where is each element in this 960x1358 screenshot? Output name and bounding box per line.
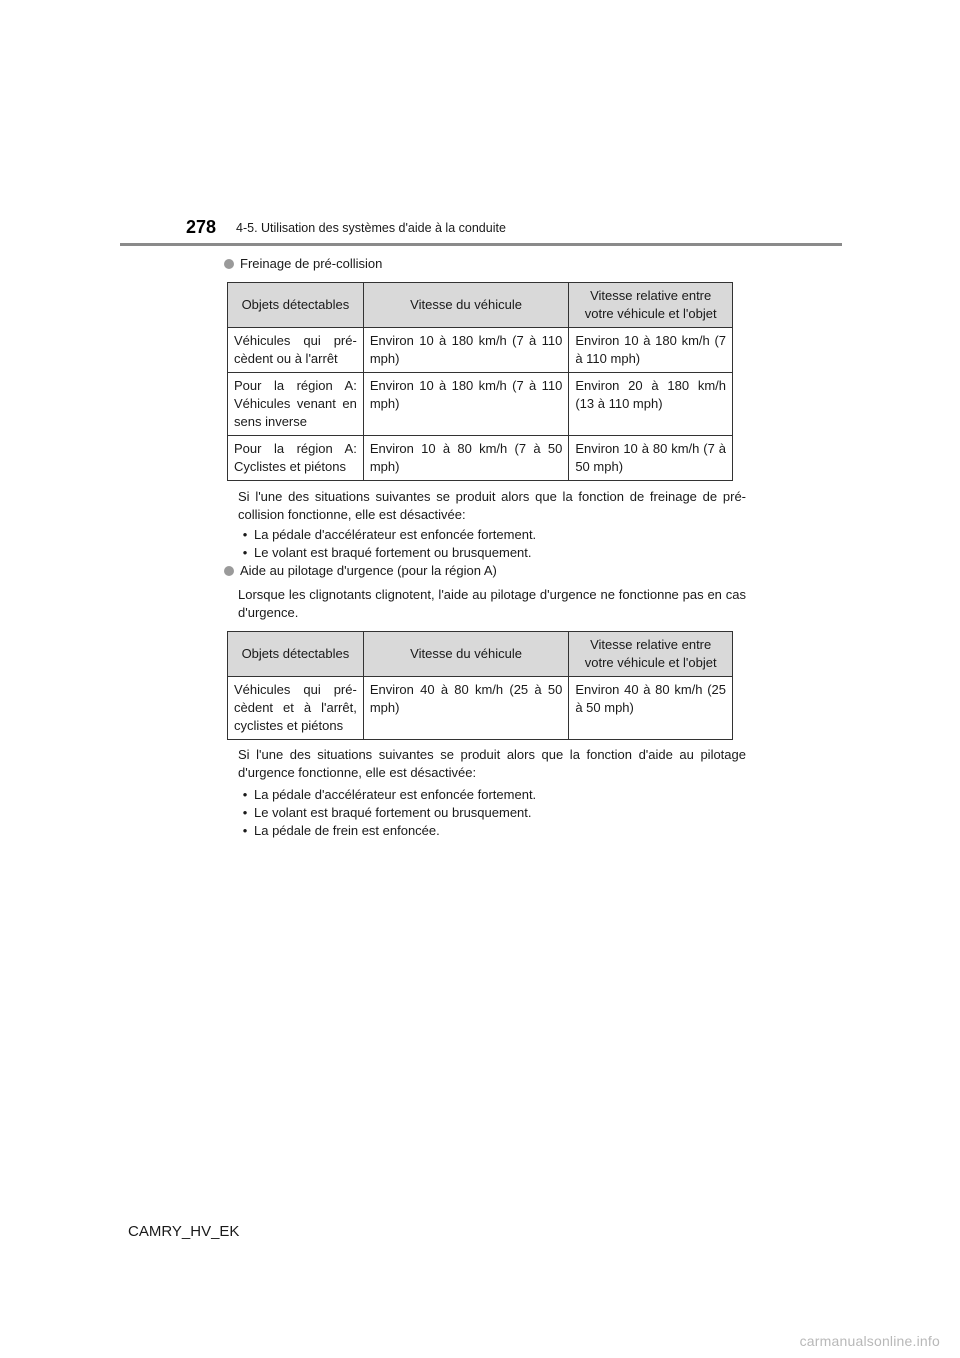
table-cell: Pour la région A: Cyclistes et piétons — [228, 436, 364, 481]
deactivation-paragraph: Si l'une des situations suivantes se produit alors que la fonction d'aide au pilotage d'urgence fonctionne, elle est désactivée: — [238, 747, 746, 780]
section-title: 4-5. Utilisation des systèmes d'aide à la conduite — [236, 221, 506, 235]
table-cell: Environ 40 à 80 km/h (25 à 50 mph) — [569, 677, 733, 740]
emergency-steering-intro: Lorsque les clignotants clignotent, l'aide au pilotage d'urgence ne fonctionne pas en cas d'urgence. — [238, 587, 746, 620]
table-header-row — [228, 283, 733, 328]
list-item: • La pédale de frein est enfoncée. — [238, 822, 536, 840]
table-cell: Environ 20 à 180 km/h (13 à 110 mph) — [569, 373, 733, 436]
bullet-icon — [224, 259, 234, 269]
deactivation-paragraph: Si l'une des situations suivantes se produit alors que la fonction de freinage de pré-collision fonctionne, elle est désactivée: — [238, 489, 746, 522]
table-header-cell: Objets détectables — [228, 283, 364, 328]
table-cell: Environ 10 à 80 km/h (7 à 50 mph) — [363, 436, 569, 481]
table-cell: Environ 10 à 180 km/h (7 à 110 mph) — [363, 328, 569, 373]
table-cell: Environ 40 à 80 km/h (25 à 50 mph) — [363, 677, 569, 740]
table-row — [228, 373, 733, 436]
table-cell: Véhicules qui pré-cèdent ou à l'arrêt — [228, 328, 364, 373]
table-header-cell: Vitesse du véhicule — [363, 632, 569, 677]
table-cell: Environ 10 à 180 km/h (7 à 110 mph) — [363, 373, 569, 436]
table-header-cell: Vitesse relative entre votre véhicule et l'objet — [569, 283, 733, 328]
pre-collision-table — [227, 282, 733, 481]
heading-text: Freinage de pré-collision — [240, 256, 383, 271]
model-code: CAMRY_HV_EK — [128, 1223, 240, 1240]
table-cell: Environ 10 à 180 km/h (7 à 110 mph) — [569, 328, 733, 373]
list-item: • La pédale d'accélérateur est enfoncée fortement. — [238, 526, 536, 544]
pre-collision-braking-heading — [224, 256, 382, 271]
heading-text: Aide au pilotage d'urgence (pour la région A) — [240, 563, 497, 578]
watermark: carmanualsonline.info — [799, 1333, 940, 1349]
table-cell: Pour la région A: Véhicules venant en sens inverse — [228, 373, 364, 436]
list-item: • Le volant est braqué fortement ou brusquement. — [238, 804, 536, 822]
table-header-cell: Vitesse relative entre votre véhicule et l'objet — [569, 632, 733, 677]
list-item: • Le volant est braqué fortement ou brusquement. — [238, 544, 536, 562]
deactivation-list — [238, 526, 536, 562]
emergency-steering-table — [227, 631, 733, 740]
table-row — [228, 436, 733, 481]
table-header-cell: Objets détectables — [228, 632, 364, 677]
table-header-cell: Vitesse du véhicule — [363, 283, 569, 328]
table-row — [228, 677, 733, 740]
deactivation-list — [238, 786, 536, 840]
emergency-steering-heading — [224, 563, 497, 578]
table-cell: Environ 10 à 80 km/h (7 à 50 mph) — [569, 436, 733, 481]
table-header-row — [228, 632, 733, 677]
table-row — [228, 328, 733, 373]
page-number: 278 — [186, 217, 217, 237]
table-cell: Véhicules qui pré-cèdent et à l'arrêt, cyclistes et piétons — [228, 677, 364, 740]
header-divider — [120, 243, 842, 246]
list-item: • La pédale d'accélérateur est enfoncée fortement. — [238, 786, 536, 804]
bullet-icon — [224, 566, 234, 576]
